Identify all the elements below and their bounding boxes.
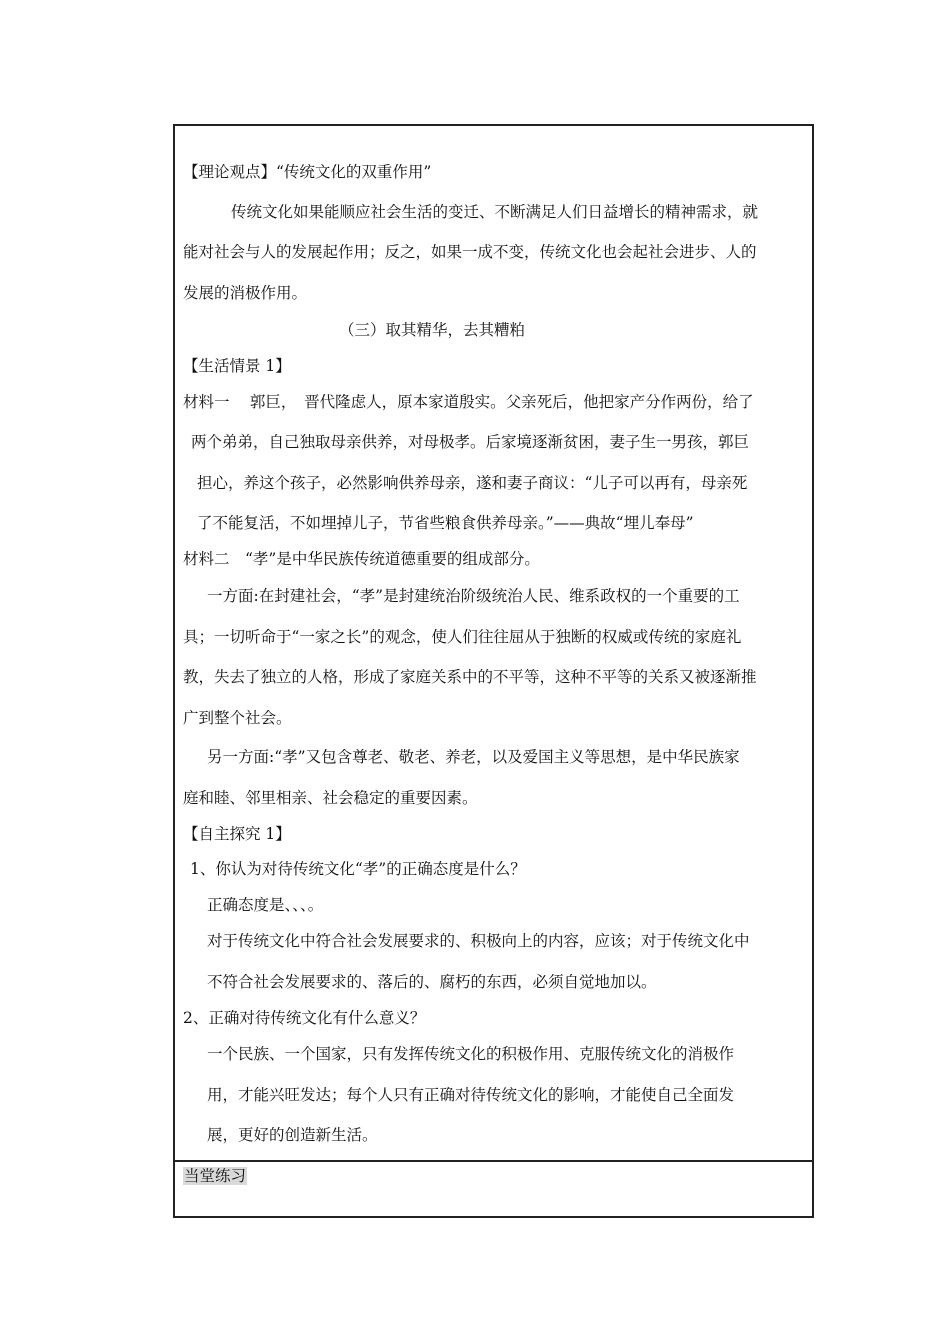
material-two-line: 一方面:在封建社会，“孝”是封建统治阶级统治人民、维系政权的一个重要的工 — [207, 587, 740, 605]
material-two-line: 具；一切听命于“一家之长”的观念，使人们往往屈从于独断的权威或传统的家庭礼 — [183, 628, 742, 646]
answer-line: 一个民族、一个国家，只有发挥传统文化的积极作用、克服传统文化的消极作 — [207, 1045, 735, 1063]
inquiry-heading: 【自主探究 1】 — [183, 825, 291, 843]
lesson-table — [173, 124, 814, 1218]
material-one-line: 材料一 郭巨， 晋代隆虑人，原本家道殷实。父亲死后，他把家产分作两份，给了 — [183, 393, 754, 411]
content-cell — [175, 126, 812, 1162]
paragraph-line: 能对社会与人的发展起作用；反之，如果一成不变，传统文化也会起社会进步、人的 — [183, 243, 757, 261]
material-one-line: 了不能复活，不如埋掉儿子，节省些粮食供养母亲。”——典故“埋儿奉母” — [197, 514, 694, 532]
answer-line: 不符合社会发展要求的、落后的、腐朽的东西，必须自觉地加以。 — [207, 973, 657, 991]
practice-label: 当堂练习 — [184, 1167, 247, 1185]
question-two: 2、正确对待传统文化有什么意义？ — [183, 1009, 426, 1027]
paragraph-line: 传统文化如果能顺应社会生活的变迁、不断满足人们日益增长的精神需求，就 — [231, 203, 759, 221]
material-two-line: 另一方面:“孝”又包含尊老、敬老、养老，以及爱国主义等思想，是中华民族家 — [207, 748, 740, 766]
paragraph-line: 发展的消极作用。 — [183, 284, 308, 302]
answer-line: 用，才能兴旺发达；每个人只有正确对待传统文化的影响，才能使自己全面发 — [207, 1086, 735, 1104]
question-one: 1、你认为对待传统文化“孝”的正确态度是什么？ — [190, 860, 526, 878]
scenario-heading: 【生活情景 1】 — [183, 357, 291, 375]
material-two-line: 庭和睦、邻里相亲、社会稳定的重要因素。 — [183, 789, 478, 807]
practice-cell — [175, 1162, 812, 1216]
material-one-line: 担心，养这个孩子，必然影响供养母亲，遂和妻子商议：“儿子可以再有，母亲死 — [197, 474, 748, 492]
material-two-line: 教，失去了独立的人格，形成了家庭关系中的不平等，这种不平等的关系又被逐渐推 — [183, 668, 757, 686]
answer-line: 正确态度是、、、。 — [207, 896, 324, 914]
material-two-line: 材料二 “孝”是中华民族传统道德重要的组成部分。 — [183, 550, 540, 568]
section-title: （三）取其精华，去其糟粕 — [339, 321, 526, 339]
material-two-line: 广到整个社会。 — [183, 709, 292, 727]
material-one-line: 两个弟弟，自己独取母亲供养，对母极孝。后家境逐渐贫困，妻子生一男孩，郭巨 — [191, 433, 750, 451]
answer-line: 展，更好的创造新生活。 — [207, 1126, 378, 1144]
answer-line: 对于传统文化中符合社会发展要求的、积极向上的内容，应该；对于传统文化中 — [207, 932, 750, 950]
theory-heading: 【理论观点】“传统文化的双重作用” — [183, 163, 432, 181]
